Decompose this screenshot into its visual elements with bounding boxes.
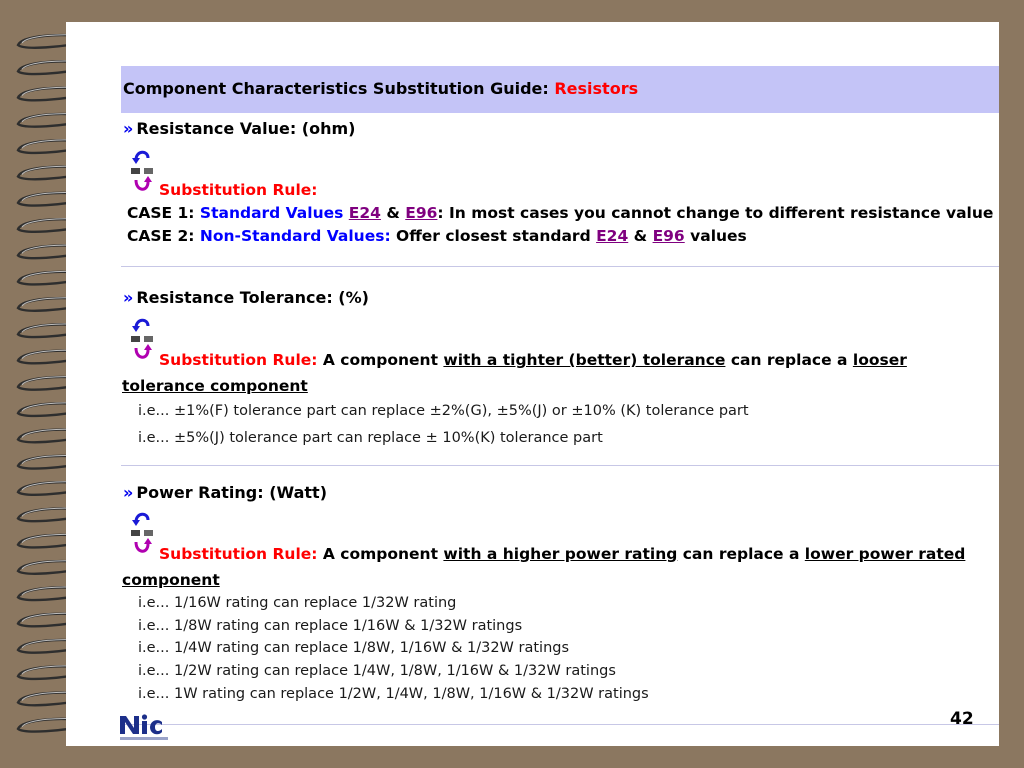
substitution-rule-label: Substitution Rule: [159,181,318,199]
section-title-resistance-value [123,119,355,138]
case-1-line: CASE 1: Standard Values E24 & E96: In most cases you cannot change to different resistance value [127,204,994,222]
example-line: i.e... 1/16W rating can replace 1/32W rating [138,595,457,611]
nic-logo [118,710,174,744]
title-bar [121,66,999,113]
swap-arrows-icon [128,146,158,196]
page-title [123,79,638,98]
example-line: i.e... 1W rating can replace 1/2W, 1/4W, 1/8W, 1/16W & 1/32W ratings [138,686,649,702]
example-line: i.e... 1/2W rating can replace 1/4W, 1/8W, 1/16W & 1/32W ratings [138,663,616,679]
case-2-line: CASE 2: Non-Standard Values: Offer closest standard E24 & E96 values [127,227,747,245]
example-line: i.e... ±1%(F) tolerance part can replace ±2%(G), ±5%(J) or ±10% (K) tolerance part [138,403,749,419]
bullet-arrow-icon: » [123,483,134,502]
section-title-text: Resistance Tolerance: (%) [136,288,369,307]
slide-page [66,22,999,746]
bullet-arrow-icon: » [123,288,134,307]
section-divider [121,465,999,466]
substitution-rule-tolerance: Substitution Rule: A component with a tighter (better) tolerance can replace a looser tolerance component [122,351,907,395]
section-title-resistance-tolerance [123,288,369,307]
example-line: i.e... ±5%(J) tolerance part can replace ± 10%(K) tolerance part [138,430,603,446]
section-title-text: Power Rating: (Watt) [136,483,328,502]
example-line: i.e... 1/8W rating can replace 1/16W & 1/32W ratings [138,618,523,634]
section-divider [121,266,999,267]
link-e96[interactable]: E96 [652,227,685,245]
bullet-arrow-icon: » [123,119,134,138]
section-title-text: Resistance Value: (ohm) [136,119,356,138]
link-e24[interactable]: E24 [348,204,381,222]
example-line: i.e... 1/4W rating can replace 1/8W, 1/16W & 1/32W ratings [138,640,570,656]
link-e24[interactable]: E24 [596,227,629,245]
title-highlight: Resistors [554,79,639,98]
section-divider [121,724,999,725]
page-number: 42 [950,709,974,729]
substitution-rule-power: Substitution Rule: A component with a higher power rating can replace a lower power rated component [122,545,966,589]
link-e96[interactable]: E96 [405,204,438,222]
title-prefix: Component Characteristics Substitution Guide: [123,79,555,98]
section-title-power-rating [123,483,327,502]
